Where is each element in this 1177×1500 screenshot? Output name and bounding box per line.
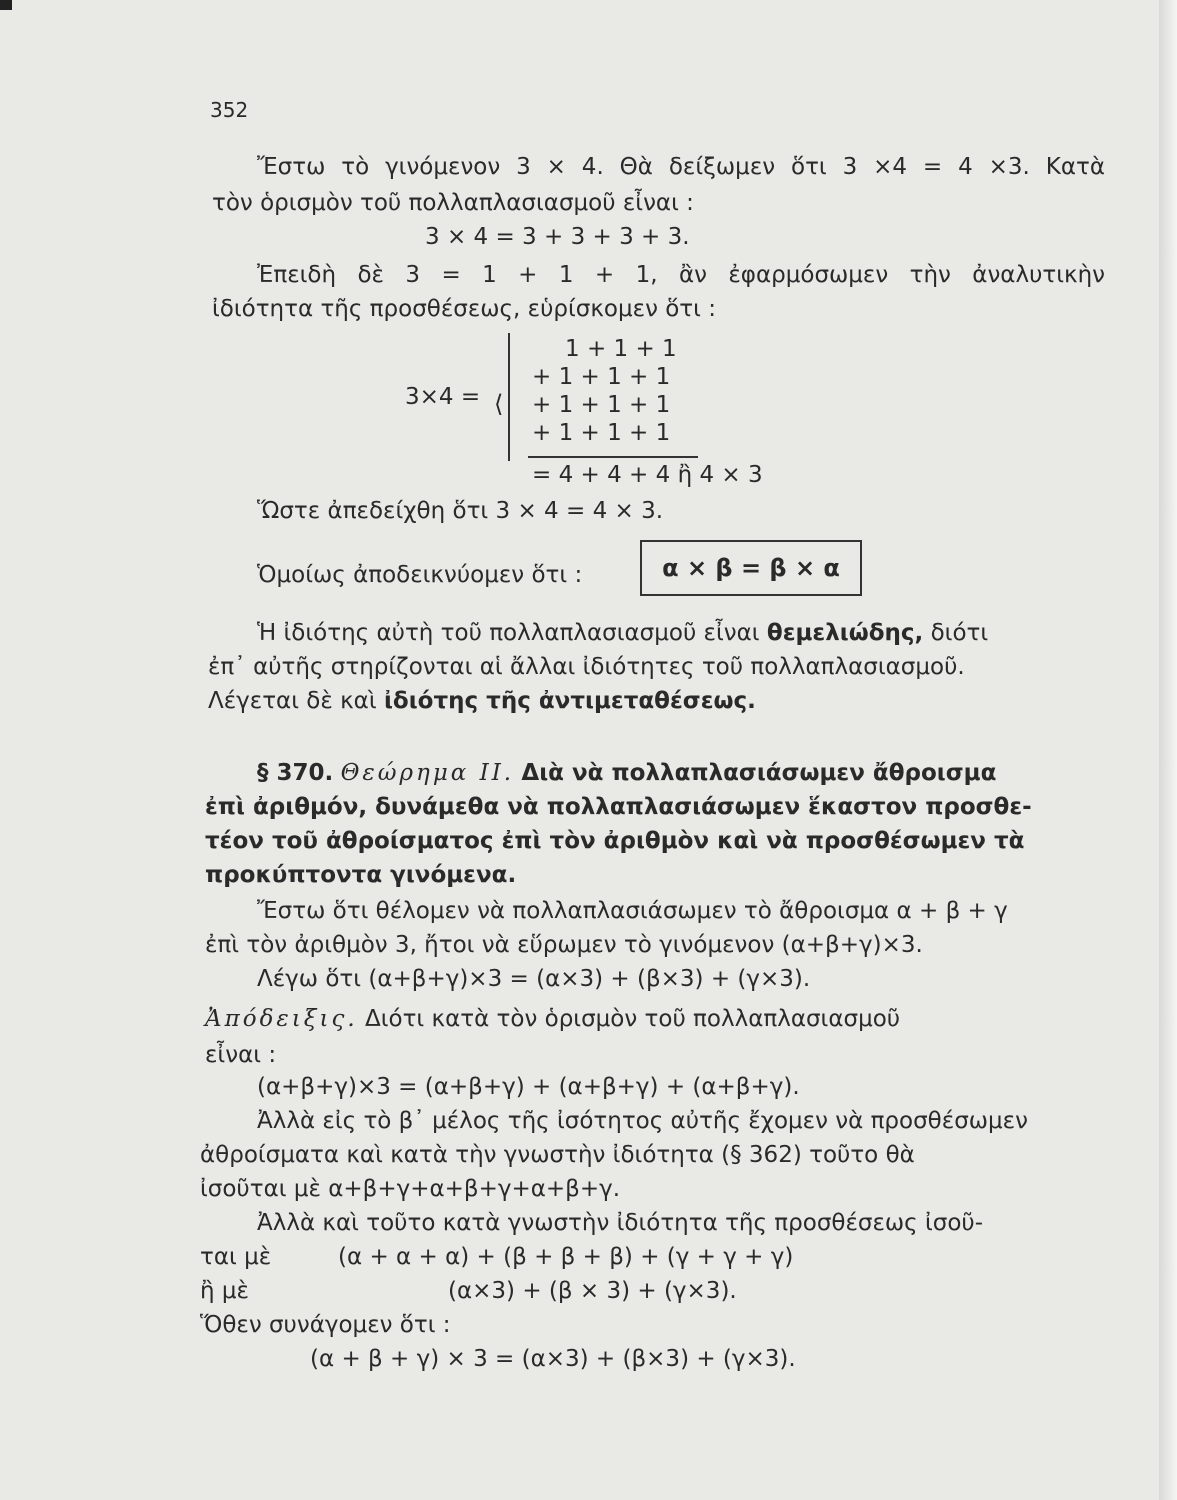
- theorem-text-1: Διὰ νὰ πολλαπλασιάσωμεν ἄθροισμα: [521, 760, 997, 786]
- body-line-10: ται μὲ: [200, 1244, 272, 1270]
- theorem-text-4: προκύπτοντα γινόμενα.: [205, 862, 517, 888]
- proof-line: [205, 1004, 900, 1034]
- equation-5: (α + β + γ) × 3 = (α×3) + (β×3) + (γ×3).: [310, 1346, 796, 1372]
- page-number: 352: [210, 98, 249, 122]
- property-term-fundamental: θεμελιώδης,: [766, 620, 924, 646]
- theorem-line-1: [257, 758, 996, 788]
- body-line-5: εἶναι :: [205, 1042, 277, 1068]
- proof-text: Διότι κατὰ τὸν ὁρισμὸν τοῦ πολλαπλασιασμοῦ: [364, 1006, 901, 1032]
- equation-2: (α+β+γ)×3 = (α+β+γ) + (α+β+γ) + (α+β+γ).: [257, 1074, 800, 1100]
- theorem-text-3: τέον τοῦ ἀθροίσματος ἐπὶ τὸν ἀριθμὸν καὶ νὰ προσθέσωμεν τὰ: [205, 828, 1025, 854]
- body-line-6: Ἀλλὰ εἰς τὸ β᾽ μέλος τῆς ἰσότητος αὐτῆς ἔχομεν νὰ προσθέσωμεν: [257, 1108, 1028, 1134]
- property-line-1: [257, 618, 988, 648]
- body-line-3: Λέγω ὅτι (α+β+γ)×3 = (α×3) + (β×3) + (γ×3).: [257, 966, 811, 992]
- body-line-11: ἢ μὲ: [200, 1278, 249, 1304]
- property-term-commutative: ἰδιότης τῆς ἀντιμεταθέσεως.: [383, 688, 756, 714]
- array-row-4: + 1 + 1 + 1: [532, 420, 671, 446]
- conclusion-line-1: Ὥστε ἀπεδείχθη ὅτι 3 × 4 = 4 × 3.: [257, 498, 664, 524]
- equation-3: (α + α + α) + (β + β + β) + (γ + γ + γ): [338, 1244, 794, 1270]
- page-corner-mark: [0, 0, 12, 10]
- property-line-3: [208, 686, 756, 716]
- intro-line-4: ἰδιότητα τῆς προσθέσεως, εὑρίσκομεν ὅτι :: [212, 296, 716, 322]
- boxed-formula: α × β = β × α: [640, 540, 862, 596]
- theorem-text-2: ἐπὶ ἀριθμόν, δυνάμεθα νὰ πολλαπλασιάσωμεν ἕκαστον προσθε-: [205, 794, 1032, 820]
- array-lhs: 3×4 =: [405, 384, 481, 410]
- property-line-2: ἐπ᾽ αὐτῆς στηρίζονται αἱ ἄλλαι ἰδιότητες τοῦ πολλαπλασιασμοῦ.: [208, 654, 965, 680]
- page-edge: [1159, 0, 1177, 1500]
- array-sum-line: [528, 456, 698, 458]
- intro-line-1: Ἔστω τὸ γινόμενον 3 × 4. Θὰ δείξωμεν ὅτι 3 ×4 = 4 ×3. Κατὰ: [257, 154, 1105, 180]
- array-brace-point: ⟨: [494, 390, 504, 418]
- property-line-3-text: Λέγεται δὲ καὶ: [208, 688, 377, 714]
- theorem-label: Θεώρημα II.: [340, 760, 515, 786]
- body-line-7: ἀθροίσματα καὶ κατὰ τὴν γνωστὴν ἰδιότητα (§ 362) τοῦτο θὰ: [200, 1142, 915, 1168]
- equation-4: (α×3) + (β × 3) + (γ×3).: [448, 1278, 737, 1304]
- array-result: = 4 + 4 + 4 ἢ 4 × 3: [532, 462, 763, 488]
- proof-label: Ἀπόδειξις.: [205, 1006, 358, 1032]
- body-line-12: Ὅθεν συνάγομεν ὅτι :: [200, 1312, 451, 1338]
- equation-1: 3 × 4 = 3 + 3 + 3 + 3.: [425, 224, 690, 250]
- property-line-1-text: Ἡ ἰδιότης αὐτὴ τοῦ πολλαπλασιασμοῦ εἶναι: [257, 620, 760, 646]
- array-brace: [508, 333, 524, 461]
- body-line-2: ἐπὶ τὸν ἀριθμὸν 3, ἤτοι νὰ εὕρωμεν τὸ γινόμενον (α+β+γ)×3.: [205, 932, 923, 958]
- body-line-8: ἰσοῦται μὲ α+β+γ+α+β+γ+α+β+γ.: [200, 1176, 621, 1202]
- theorem-number: § 370.: [257, 760, 334, 786]
- array-row-2: + 1 + 1 + 1: [532, 364, 671, 390]
- intro-line-3: Ἐπειδὴ δὲ 3 = 1 + 1 + 1, ἂν ἐφαρμόσωμεν τὴν ἀναλυτικὴν: [257, 262, 1105, 288]
- property-line-1-end: διότι: [930, 620, 989, 646]
- conclusion-line-2: Ὁμοίως ἀποδεικνύομεν ὅτι :: [257, 562, 583, 588]
- array-row-1: 1 + 1 + 1: [565, 336, 677, 362]
- body-line-9: Ἀλλὰ καὶ τοῦτο κατὰ γνωστὴν ἰδιότητα τῆς προσθέσεως ἰσοῦ-: [257, 1210, 984, 1236]
- array-row-3: + 1 + 1 + 1: [532, 392, 671, 418]
- intro-line-2: τὸν ὁρισμὸν τοῦ πολλαπλασιασμοῦ εἶναι :: [212, 190, 694, 216]
- body-line-1: Ἔστω ὅτι θέλομεν νὰ πολλαπλασιάσωμεν τὸ ἄθροισμα α + β + γ: [257, 898, 1008, 924]
